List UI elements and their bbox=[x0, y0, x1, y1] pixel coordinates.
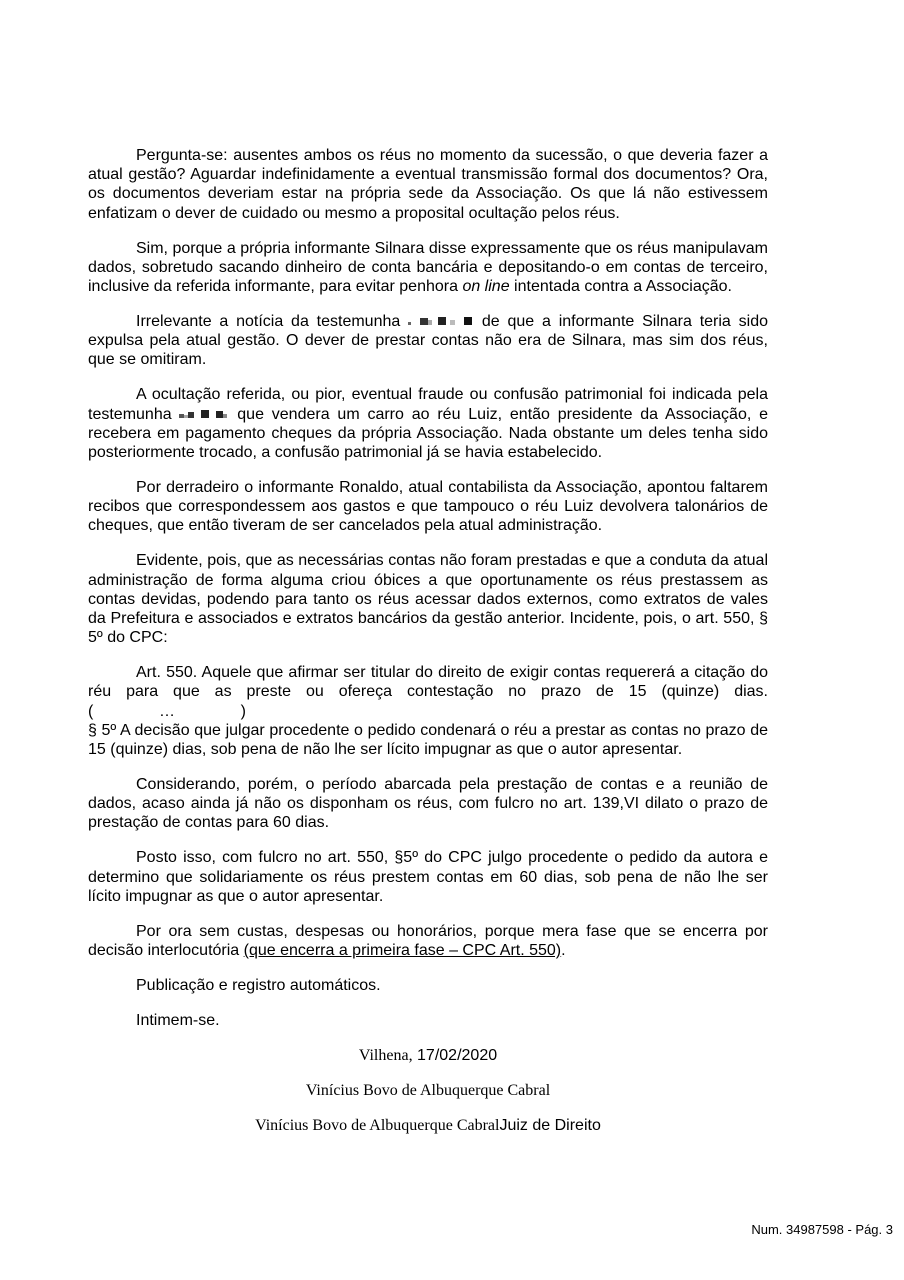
signer-name: Vinícius Bovo de Albuquerque Cabral bbox=[255, 1117, 500, 1135]
legal-quote bbox=[88, 663, 768, 759]
paragraph-text: intentada contra a Associação. bbox=[514, 278, 732, 296]
place: Vilhena, bbox=[358, 1047, 413, 1065]
paragraph-publication: Publicação e registro automáticos. bbox=[136, 977, 381, 995]
paragraph-text: Sim, porque a própria informante Silnara disse expressamente que os réus manipulavam dados, sobretudo sacando dinheiro de conta bancária e depositando-o em contas de terceiro, inclusive da referida informante, para evitar penhora bbox=[88, 239, 768, 296]
quote-omission bbox=[88, 702, 246, 721]
signer-role-line bbox=[88, 1116, 768, 1135]
paragraph-deadline: Considerando, porém, o período abarcada pela prestação de contas e a reunião de dados, acaso ainda já não os disponham os réus, com fulcro no art. 139,VI dilato o prazo de prestação de contas para 60 dias. bbox=[88, 776, 768, 832]
omission-close: ) bbox=[240, 702, 246, 720]
place-date-line bbox=[88, 1046, 768, 1065]
paragraph-text: que vendera um carro ao réu Luiz, então presidente da Associação, e recebera em pagamento cheques da própria Associação. Nada obstante um deles tenha sido posteriormente trocado, a confusão patrimonial já se havia estabelecido. bbox=[88, 405, 768, 462]
paragraph-text: Irrelevante a notícia da testemunha bbox=[136, 313, 401, 331]
quote-article: Art. 550. Aquele que afirmar ser titular do direito de exigir contas requererá a citação do réu para que as preste ou ofereça contestação no prazo de 15 (quinze) dias. bbox=[88, 664, 768, 701]
quote-paragraph: § 5º A decisão que julgar procedente o pedido condenará o réu a prestar as contas no prazo de 15 (quinze) dias, sob pena de não lhe ser lícito impugnar as que o autor apresentar. bbox=[88, 721, 768, 759]
paragraph-irrelevant-witness bbox=[88, 312, 768, 370]
paragraph-text: de que a informante Silnara teria sido expulsa pela atual gestão. O dever de prestar contas não era de Silnara, mas sim dos réus, que se omitiram. bbox=[88, 313, 768, 369]
document-body bbox=[88, 146, 768, 1151]
closing-block bbox=[88, 1046, 768, 1135]
page-footer-reference: Num. 34987598 - Pág. 3 bbox=[751, 1222, 893, 1237]
paragraph-intimation: Intimem-se. bbox=[136, 1012, 220, 1030]
omission-open: ( bbox=[88, 702, 94, 720]
paragraph-question: Pergunta-se: ausentes ambos os réus no momento da sucessão, o que deveria fazer a atual gestão? Aguardar indefinidamente a eventual transmissão formal dos documentos? Ora, os documentos deveriam estar na própria sede da Associação. Os que lá não estivessem enfatizam o dever de cuidado ou mesmo a proposital ocultação pelos réus. bbox=[88, 147, 768, 222]
underlined-note: (que encerra a primeira fase – CPC Art. 550) bbox=[243, 942, 562, 960]
paragraph-evident: Evidente, pois, que as necessárias contas não foram prestadas e que a conduta da atual administração de forma alguma criou óbices a que oportunamente os réus prestassem as contas devidas, podendo para tanto os réus acessar dados externos, como extratos de vales da Prefeitura e associados e extratos bancários da gestão anterior. Incidente, pois, o art. 550, § 5º do CPC: bbox=[88, 552, 768, 647]
paragraph-concealment bbox=[88, 385, 768, 462]
signer-line bbox=[88, 1081, 768, 1100]
paragraph-costs bbox=[88, 922, 768, 960]
omission-ellipsis: … bbox=[159, 702, 175, 720]
date: 17/02/2020 bbox=[417, 1047, 498, 1065]
paragraph-informant-silnara bbox=[88, 239, 768, 297]
italic-term: on line bbox=[462, 278, 510, 296]
paragraph-text: . bbox=[561, 942, 566, 960]
paragraph-text: A ocultação referida, ou pior, eventual fraude ou confusão patrimonial foi indicada pela testemunha bbox=[88, 386, 768, 423]
signer-role: Juiz de Direito bbox=[499, 1117, 601, 1135]
redacted-witness-name bbox=[179, 407, 229, 419]
paragraph-informant-ronaldo: Por derradeiro o informante Ronaldo, atual contabilista da Associação, apontou faltarem recibos que correspondessem aos gastos e que tampouco o réu Luiz devolvera talonários de cheques, que então tiveram de ser cancelados pela atual administração. bbox=[88, 479, 768, 535]
paragraph-text: Por ora sem custas, despesas ou honorários, porque mera fase que se encerra por decisão interlocutória bbox=[88, 922, 768, 960]
signer-name: Vinícius Bovo de Albuquerque Cabral bbox=[305, 1082, 551, 1100]
redacted-witness-name bbox=[408, 314, 474, 326]
paragraph-ruling: Posto isso, com fulcro no art. 550, §5º do CPC julgo procedente o pedido da autora e determino que solidariamente os réus prestem contas em 60 dias, sob pena de não lhe ser lícito impugnar as que o autor apresentar. bbox=[88, 849, 768, 905]
